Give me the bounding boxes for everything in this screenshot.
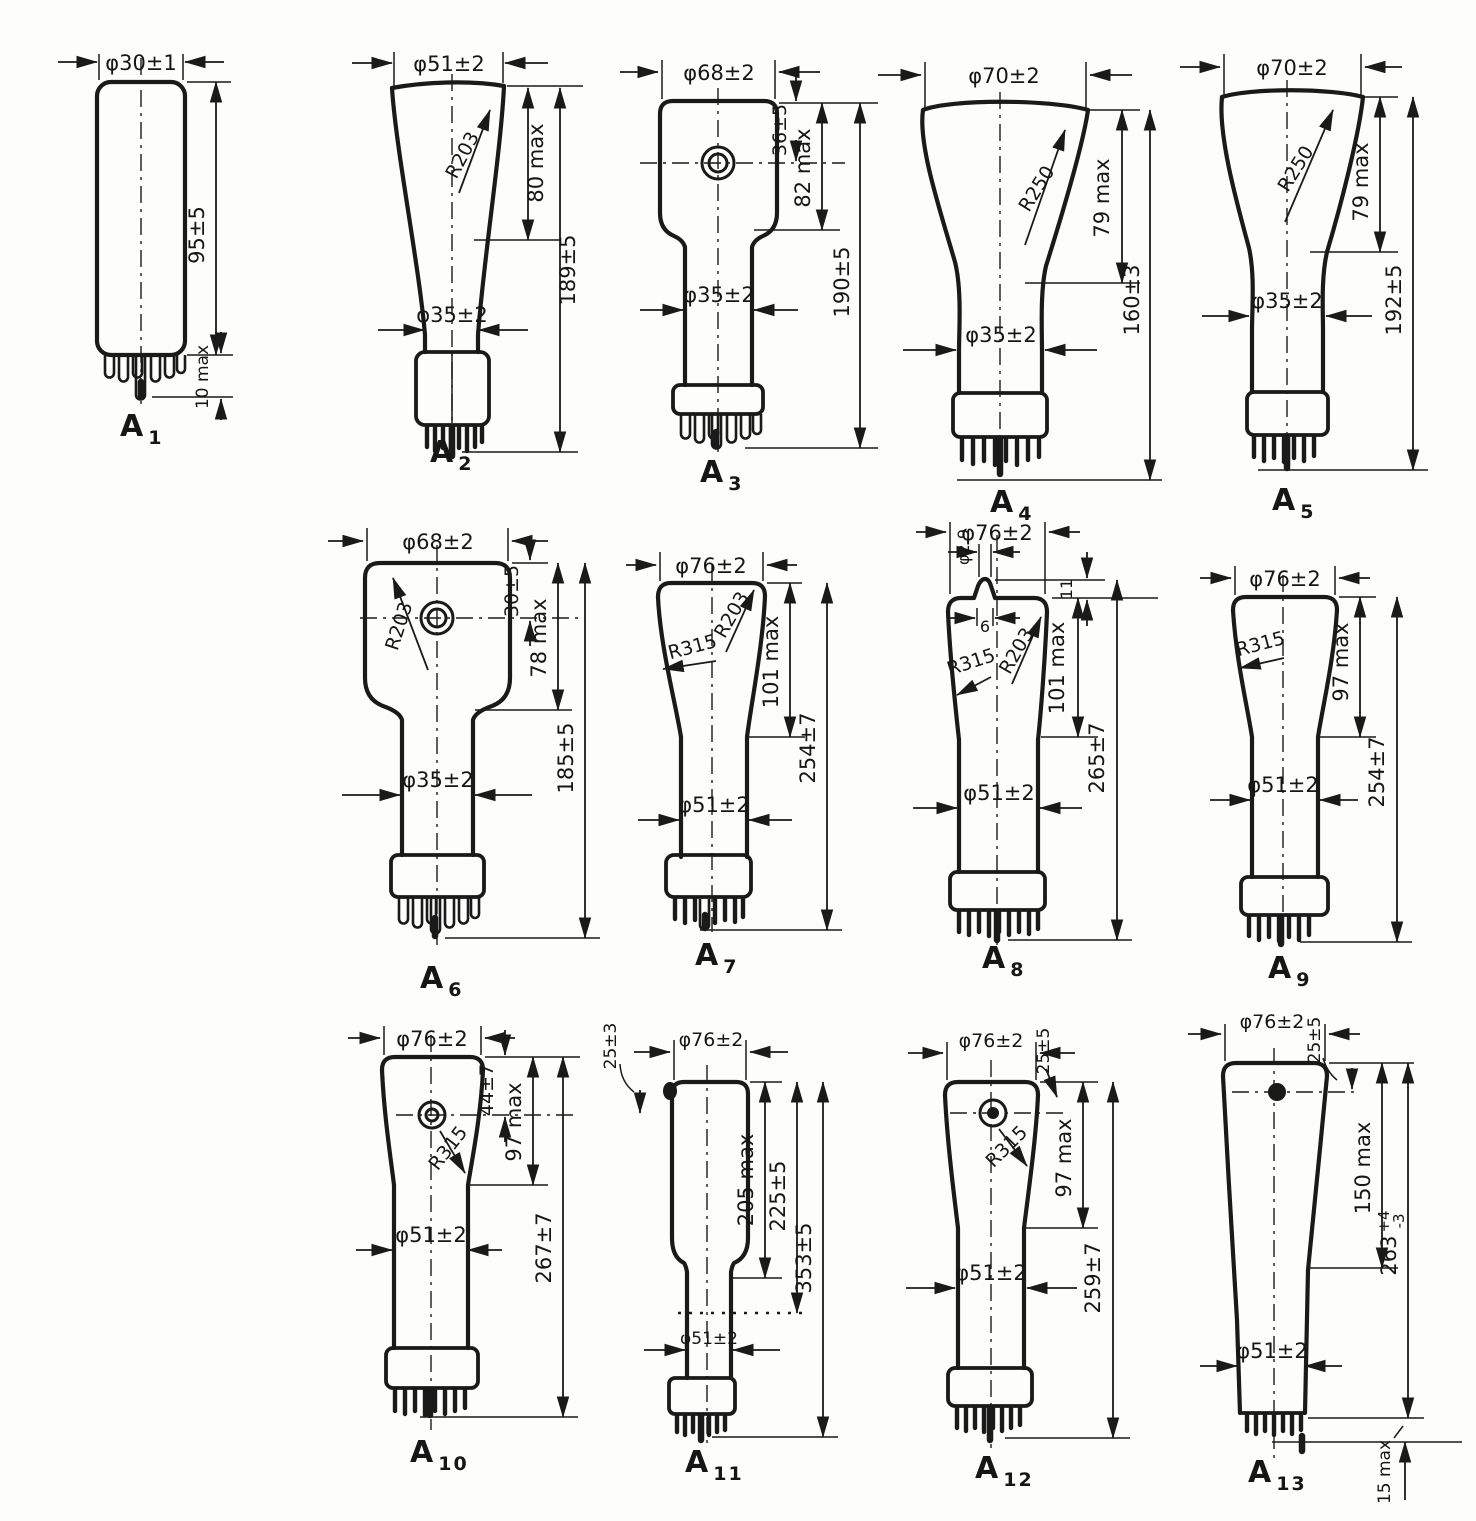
dim-top-diameter: φ76±2 — [675, 554, 747, 578]
dim-total-length: 353±5 — [792, 1222, 816, 1294]
radius-leader-1 — [957, 677, 991, 695]
pins — [962, 439, 1039, 474]
dim-neck-diameter: φ51±2 — [395, 1223, 467, 1247]
dim-head-length: 101 max — [1045, 621, 1069, 715]
tube-outline — [392, 82, 504, 425]
figure-a1 — [58, 51, 233, 449]
dim-top-diameter: φ70±2 — [1256, 56, 1328, 80]
dim-top-diameter: φ76±2 — [961, 521, 1033, 545]
dim-top-diameter: φ76±2 — [958, 1030, 1024, 1052]
dim-total-length: 192±5 — [1382, 264, 1406, 336]
tube-outline — [922, 102, 1088, 437]
dim-neck-diameter: φ35±2 — [1251, 289, 1323, 313]
figure-label: A $_{11}$ — [685, 1445, 744, 1485]
figure-a6 — [328, 528, 600, 1001]
dim-top-diameter: φ68±2 — [402, 530, 474, 554]
dim-total-length: 265±7 — [1085, 722, 1109, 794]
dim-top-diameter: φ76±2 — [1239, 1011, 1305, 1033]
figure-a11 — [601, 1023, 838, 1485]
dim-head-length: 101 max — [759, 615, 783, 709]
dim-tip-diameter: φ2.9 — [954, 529, 973, 565]
dim-total-length: 190±5 — [830, 246, 854, 318]
figure-label: A $_{12}$ — [975, 1451, 1034, 1491]
dim-total-length: 267±7 — [532, 1212, 556, 1284]
pins — [395, 1390, 465, 1415]
dim-top-diameter: φ68±2 — [683, 61, 755, 85]
dim-neck-diameter: φ51±2 — [1247, 773, 1319, 797]
dim-total-length: 185±5 — [554, 722, 578, 794]
dimension-lines — [906, 1042, 1130, 1438]
centerline — [1232, 1048, 1360, 1458]
dim-head-length: 82 max — [791, 128, 815, 208]
pins — [1254, 437, 1314, 468]
dim-radius-1: R203 — [441, 128, 485, 183]
bump-leader — [620, 1064, 634, 1092]
dim-total-length: 254±7 — [796, 712, 820, 784]
figure-a8 — [913, 521, 1158, 981]
dim-window-offset: 25±5 — [1305, 1016, 1325, 1064]
dim-mid-length: 225±5 — [766, 1160, 790, 1232]
dim-radius-1: R315 — [424, 1122, 473, 1175]
dim-neck-diameter: φ35±2 — [402, 768, 474, 792]
dim-radius-2: R203 — [994, 624, 1039, 678]
figure-a12 — [906, 1028, 1130, 1491]
figure-label: A $_9$ — [1268, 951, 1312, 991]
figure-a9 — [1200, 566, 1412, 991]
dim-total-length: 95±5 — [185, 206, 209, 264]
dim-neck-diameter: φ51±2 — [1236, 1339, 1308, 1363]
figure-label: A $_{13}$ — [1248, 1455, 1307, 1495]
dim-bump-offset: 25±3 — [601, 1022, 621, 1070]
dim-top-diameter: φ76±2 — [396, 1027, 468, 1051]
figure-a3 — [620, 60, 878, 495]
pins — [105, 355, 185, 399]
dimension-lines — [352, 52, 583, 452]
dim-pin-length: 15 max — [1375, 1439, 1395, 1505]
dim-head-length: 79 max — [1090, 158, 1114, 238]
figure-label: A $_1$ — [120, 409, 164, 449]
figure-label: A $_8$ — [982, 941, 1026, 981]
dim-total-length: $263^{+4}-3$ — [1375, 1210, 1408, 1276]
pins — [959, 912, 1038, 940]
pins — [1249, 917, 1309, 944]
dim-window-offset: 25±5 — [1034, 1027, 1054, 1075]
figure-a10 — [348, 1026, 580, 1475]
dim-total-length: 160±3 — [1120, 264, 1144, 336]
dim-head-length: 205 max — [734, 1133, 758, 1227]
dim-neck-diameter: φ51±2 — [955, 1261, 1027, 1285]
pins — [399, 897, 479, 936]
dim-head-length: 97 max — [502, 1082, 526, 1162]
pins — [675, 899, 743, 930]
dim-radius-1: R250 — [1014, 162, 1060, 216]
figure-label: A $_2$ — [430, 435, 474, 475]
figure-a4 — [878, 62, 1162, 525]
dim-top-diameter: φ70±2 — [968, 64, 1040, 88]
dim-total-length: 254±7 — [1365, 736, 1389, 808]
dim-window-offset: 36±5 — [769, 103, 791, 157]
dim-tip-base: 6 — [979, 617, 991, 636]
figure-label: A $_7$ — [695, 938, 739, 978]
dim-neck-diameter: φ35±2 — [965, 323, 1037, 347]
figure-a2 — [352, 52, 583, 475]
dim-head-length: 97 max — [1052, 1118, 1076, 1198]
figure-a5 — [1180, 54, 1428, 523]
figure-label: A $_{10}$ — [410, 1435, 469, 1475]
figure-label: A $_3$ — [700, 455, 744, 495]
dim-total-length: 189±5 — [556, 234, 580, 306]
dim-neck-diameter: φ51±2 — [680, 1329, 738, 1349]
dim-head-length: 150 max — [1351, 1121, 1375, 1215]
figure-label: A $_6$ — [420, 961, 464, 1001]
dim-head-length: 78 max — [527, 598, 551, 678]
dim-head-length: 80 max — [524, 123, 548, 203]
dim-radius-1: R315 — [665, 630, 720, 665]
figure-a13 — [1188, 1011, 1462, 1504]
dim-neck-diameter: φ51±2 — [678, 793, 750, 817]
dim-radius-2: R203 — [709, 588, 754, 642]
figure-a7 — [626, 552, 842, 978]
pins — [957, 1408, 1020, 1440]
figure-label: A $_5$ — [1272, 483, 1316, 523]
dim-neck-diameter: φ35±2 — [683, 283, 755, 307]
dim-top-diameter: φ51±2 — [413, 52, 485, 76]
side-seal-bump — [663, 1082, 677, 1100]
dim-total-length: 259±7 — [1081, 1242, 1105, 1314]
radius-leader — [1240, 658, 1284, 668]
dim-top-diameter: φ30±1 — [105, 51, 177, 75]
figure-label: A $_4$ — [990, 485, 1034, 525]
dim-head-length: 97 max — [1329, 622, 1353, 702]
dim-radius-1: R315 — [944, 644, 999, 681]
pins — [681, 414, 761, 449]
tube-outline — [1221, 90, 1363, 435]
dim-neck-diameter: φ51±2 — [963, 781, 1035, 805]
dim-top-diameter: φ76±2 — [678, 1029, 744, 1051]
centerline — [950, 1060, 1068, 1448]
dimension-lines — [1180, 54, 1428, 470]
dim-top-diameter: φ76±2 — [1249, 567, 1321, 591]
dim-head-length: 79 max — [1349, 142, 1373, 222]
dim-tip-height: 11 — [1057, 578, 1076, 600]
tube-outline — [663, 1082, 748, 1414]
dim-radius-1: R203 — [381, 599, 418, 654]
dim-neck-diameter: φ35±2 — [416, 303, 488, 327]
dim-window-offset: 30±5 — [501, 564, 523, 618]
dim-radius-1: R315 — [981, 1121, 1033, 1173]
dim-radius-1: R315 — [1233, 627, 1288, 662]
dim-window-offset: 44±7 — [476, 1063, 498, 1117]
dim-pin-length: 10 max — [193, 344, 213, 410]
dim-radius-1: R250 — [1273, 142, 1319, 196]
